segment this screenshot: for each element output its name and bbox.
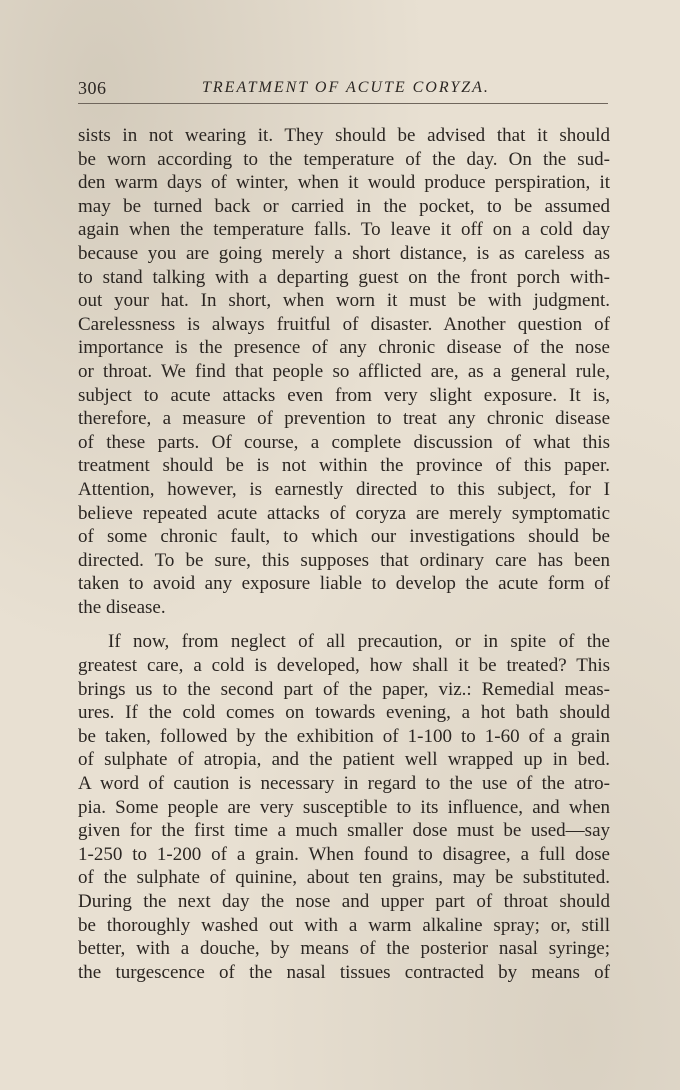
text-line: brings us to the second part of the paper, viz.: Remedial meas-: [78, 678, 610, 700]
text-line: taken to avoid any exposure liable to develop the acute form of: [78, 573, 610, 595]
body-text: [78, 124, 610, 984]
text-line: believe repeated acute attacks of coryza are merely symptomatic: [78, 502, 610, 524]
text-line: During the next day the nose and upper part of throat should: [78, 891, 610, 912]
text-line: treatment should be is not within the province of this paper.: [78, 455, 610, 477]
header-rule: [78, 103, 608, 104]
text-line: of these parts. Of course, a complete discussion of what this: [78, 431, 610, 453]
text-line: the disease.: [78, 596, 166, 618]
paragraph-2: [78, 630, 610, 984]
text-line: directed. To be sure, this supposes that ordinary care has been: [78, 549, 610, 571]
text-line: den warm days of winter, when it would produce perspiration, it: [78, 172, 610, 194]
text-line: out your hat. In short, when worn it must be with judgment.: [78, 290, 610, 312]
text-line: therefore, a measure of prevention to treat any chronic disease: [78, 408, 610, 430]
text-line: be worn according to the temperature of the day. On the sud-: [78, 148, 610, 170]
text-line: sists in not wearing it. They should be advised that it should: [78, 125, 610, 146]
text-line: given for the first time a much smaller dose must be used—say: [78, 820, 610, 842]
text-line: subject to acute attacks even from very slight exposure. It is,: [78, 384, 610, 406]
text-line: importance is the presence of any chronic disease of the nose: [78, 337, 610, 359]
text-line: Attention, however, is earnestly directed to this subject, for I: [78, 478, 610, 500]
text-line: better, with a douche, by means of the posterior nasal syringe;: [78, 938, 610, 960]
text-line: Carelessness is always fruitful of disaster. Another question of: [78, 313, 610, 335]
text-line: pia. Some people are very susceptible to its influence, and when: [78, 796, 610, 818]
paragraph-gap: [78, 619, 610, 630]
text-line: of the sulphate of quinine, about ten grains, may be substituted.: [78, 867, 610, 889]
text-line: If now, from neglect of all precaution, or in spite of the: [108, 631, 610, 653]
running-title: TREATMENT OF ACUTE CORYZA.: [202, 79, 490, 96]
text-line: of some chronic fault, to which our investigations should be: [78, 526, 610, 548]
text-line: A word of caution is necessary in regard to the use of the atro-: [78, 773, 610, 795]
text-line: of sulphate of atropia, and the patient well wrapped up in bed.: [78, 749, 610, 771]
text-line: greatest care, a cold is developed, how shall it be treated? This: [78, 655, 610, 677]
text-line: be thoroughly washed out with a warm alkaline spray; or, still: [78, 914, 610, 936]
paragraph-1: [78, 124, 610, 619]
text-line: or throat. We find that people so afflicted are, as a general rule,: [78, 360, 610, 382]
text-line: 1-250 to 1-200 of a grain. When found to disagree, a full dose: [78, 843, 610, 865]
text-line: may be turned back or carried in the pocket, to be assumed: [78, 195, 610, 217]
text-line: to stand talking with a departing guest on the front porch with-: [78, 266, 610, 288]
running-head: [78, 78, 608, 102]
text-line: ures. If the cold comes on towards evening, a hot bath should: [78, 702, 610, 724]
page-number: 306: [78, 78, 107, 98]
text-line: be taken, followed by the exhibition of 1-100 to 1-60 of a grain: [78, 725, 610, 747]
text-line: because you are going merely a short distance, is as careless as: [78, 242, 610, 264]
text-line: the turgescence of the nasal tissues contracted by means of: [78, 961, 610, 983]
text-line: again when the temperature falls. To leave it off on a cold day: [78, 219, 610, 241]
